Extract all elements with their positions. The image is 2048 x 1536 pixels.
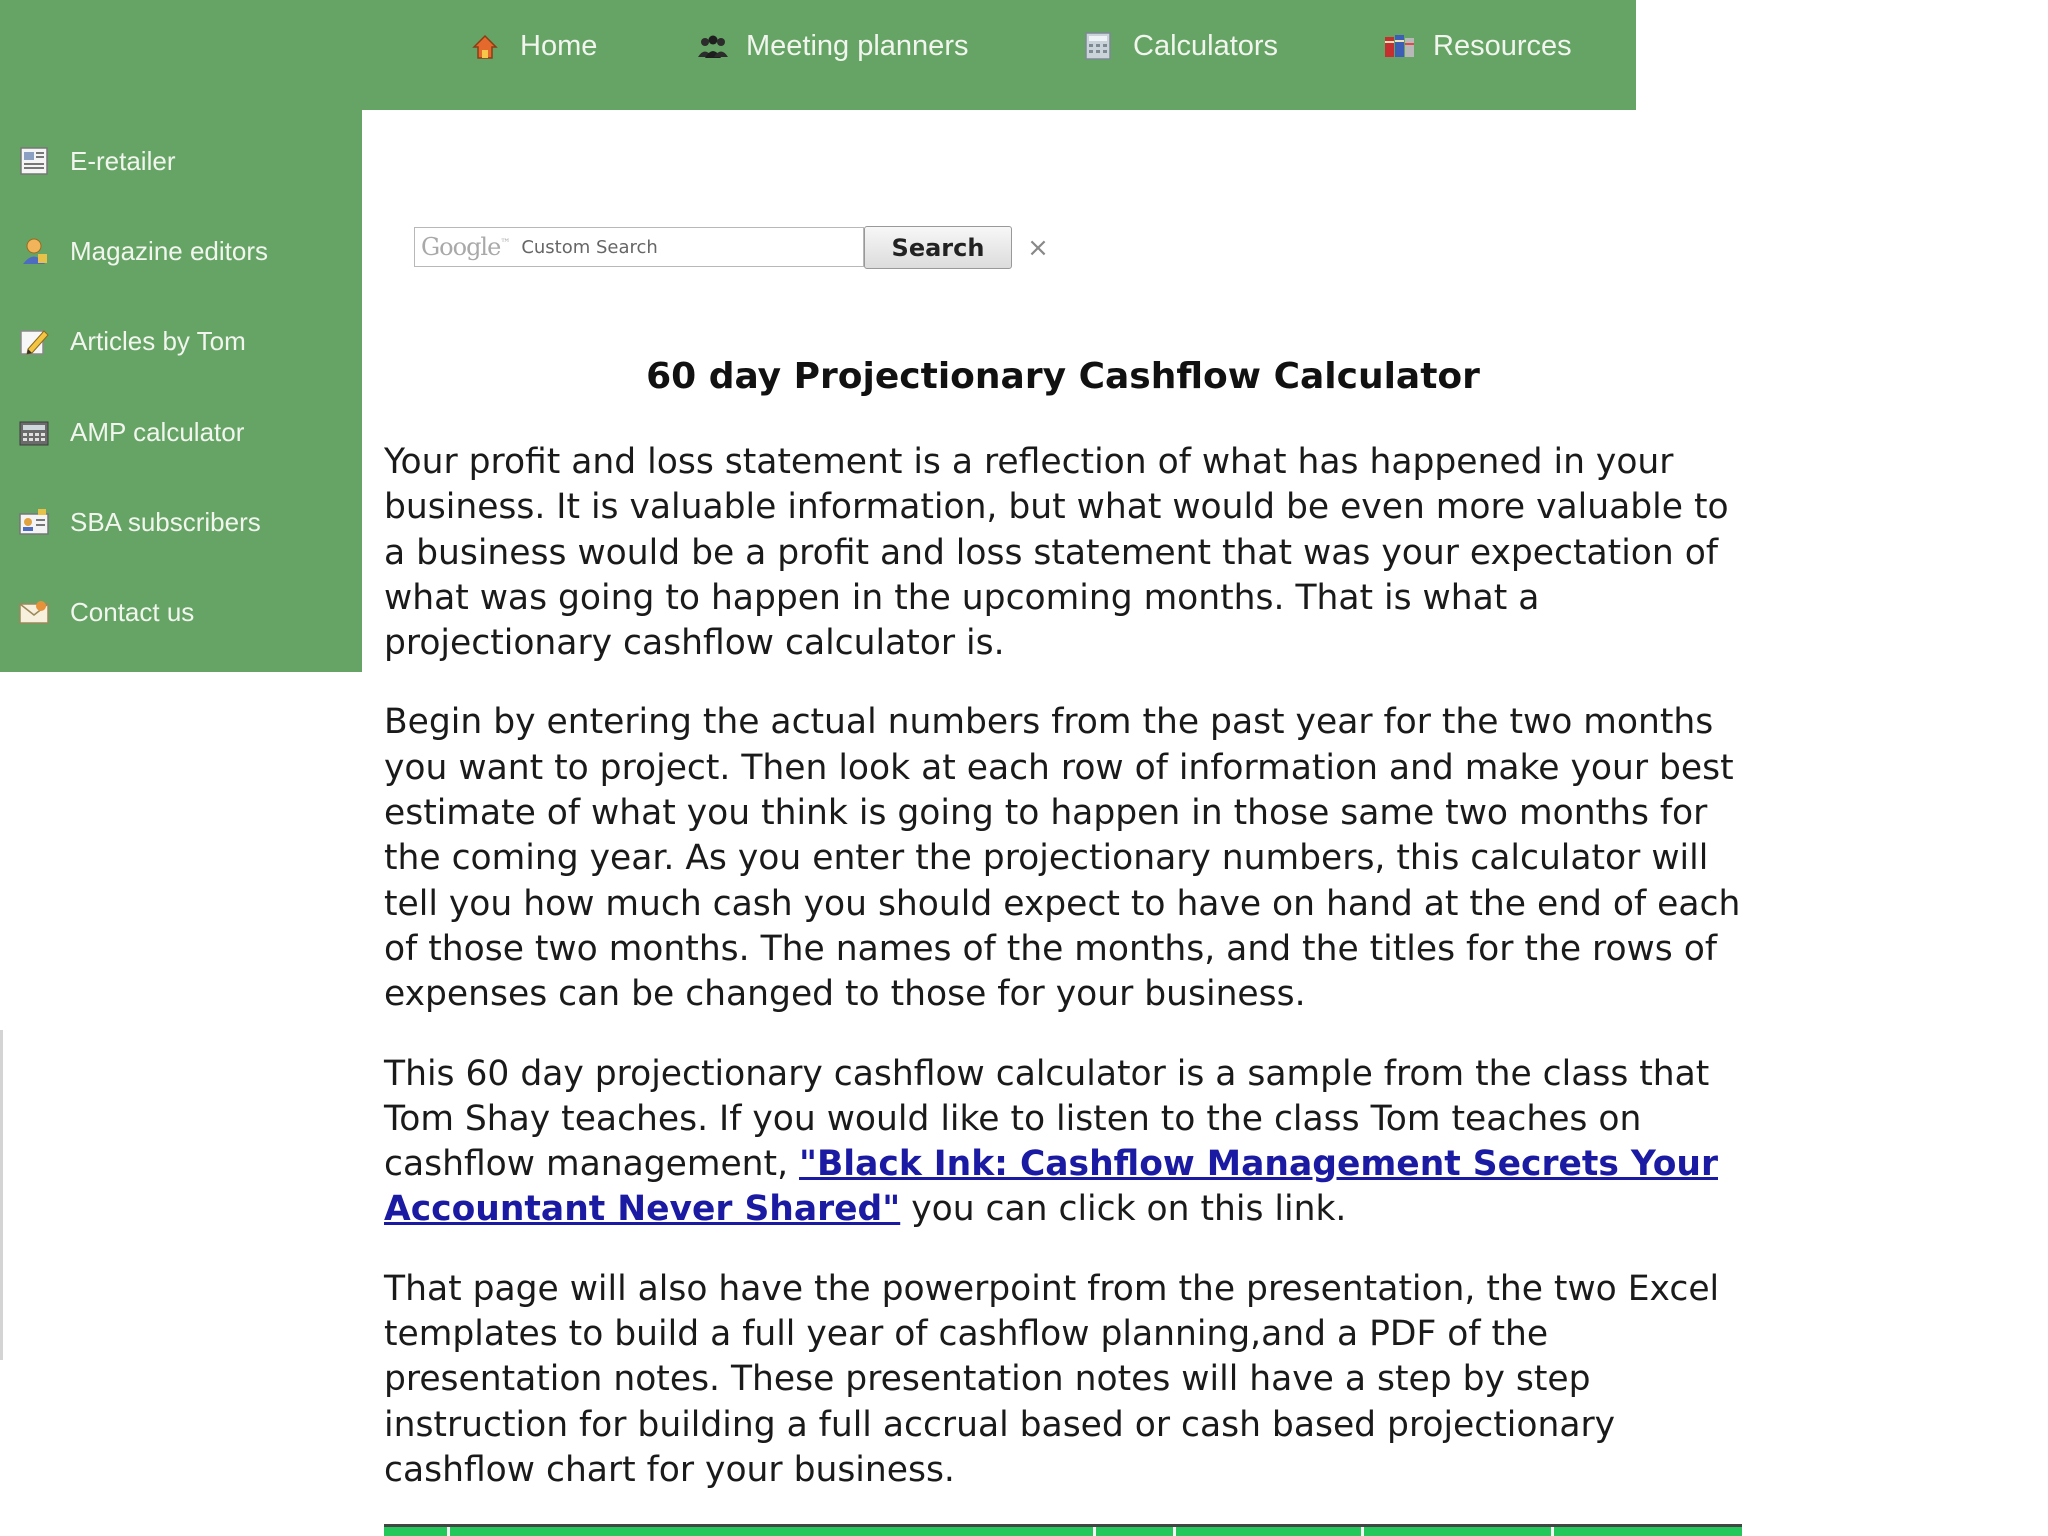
sidebar-item-label: E-retailer [70,145,176,176]
nav-calculators-label: Calculators [1133,29,1279,62]
sidebar-item-amp-calculator[interactable] [18,412,244,452]
black-ink-link[interactable]: "Black Ink: Cashflow Management Secrets Your Accountant Never Shared" [384,1144,1718,1230]
envelope-icon [18,596,50,628]
close-icon[interactable]: × [1027,233,1049,263]
paragraph-intro: Your profit and loss statement is a reflection of what has happened in your business. It is valuable information, but what would be even more valuable to a business would be a profit and loss statement that was your expectation of what was going to happen in the upcoming months. That is what a projectionary cashflow calculator is. [384,442,1729,664]
document-icon [18,145,50,177]
google-logo: Google™ [421,233,510,261]
paragraph-resources: That page will also have the powerpoint from the presentation, the two Excel templates to build a full year of cashflow planning,and a PDF of the presentation notes. These presentation notes will have a step by step instruction for building a full accrual based or cash based projectionary cashflow chart for your business. [384,1268,1720,1490]
table-header-cell [1096,1527,1176,1536]
pencil-icon [18,325,50,357]
search-button[interactable]: Search [864,226,1012,269]
top-navigation [0,0,1636,110]
people-icon [696,31,726,61]
table-header-cell [384,1527,450,1536]
table-header-cell [1364,1527,1554,1536]
sidebar-item-magazine-editors[interactable] [18,231,268,271]
table-header-cell [450,1527,1096,1536]
calculator-table-header [384,1524,1742,1536]
search-placeholder: Custom Search [521,236,658,258]
paragraph-class-text-end: you can click on this link. [900,1189,1347,1230]
sidebar-item-label: Contact us [70,596,195,627]
home-icon [470,31,500,61]
search-input[interactable] [414,227,864,267]
scroll-edge [0,1030,3,1360]
nav-home-label: Home [520,29,598,62]
sidebar-item-label: SBA subscribers [70,506,261,537]
paragraph-instructions: Begin by entering the actual numbers from the past year for the two months you want to project. Then look at each row of information and make your best estimate of what you think is going to happen in those same two months for the coming year. As you enter the projectionary numbers, this calculator will tell you how much cash you should expect to have on hand at the end of each of those two months. The names of the months, and the titles for the rows of expenses can be changed to those for your business. [384,702,1741,1015]
main-content [384,440,1756,1527]
sidebar-item-contact-us[interactable] [18,592,194,632]
nav-resources-label: Resources [1433,29,1572,62]
table-header-cell [1176,1527,1364,1536]
paragraph-class [384,1052,1756,1233]
sidebar-item-label: AMP calculator [70,416,245,447]
books-icon [1383,31,1413,61]
id-card-icon [18,506,50,538]
table-header-cell [1554,1527,1742,1536]
nav-meeting-planners-label: Meeting planners [746,29,969,62]
sidebar-item-sba-subscribers[interactable] [18,502,261,542]
sidebar-item-label: Articles by Tom [70,325,246,356]
page-title: 60 day Projectionary Cashflow Calculator [646,356,1480,397]
sidebar-item-articles-by-tom[interactable] [18,321,246,361]
nav-meeting-planners[interactable] [696,26,968,66]
calculator-icon [18,416,50,448]
nav-home[interactable] [470,26,597,66]
sidebar [0,110,362,672]
sidebar-item-label: Magazine editors [70,235,268,266]
user-icon [18,235,50,267]
nav-calculators[interactable] [1083,26,1278,66]
paragraph-class-text: This 60 day projectionary cashflow calculator is a sample from the class that Tom Shay teaches. If you would like to listen to the class Tom teaches on cashflow management, [384,1053,1710,1185]
sidebar-item-e-retailer[interactable] [18,141,175,181]
calculator-icon [1083,31,1113,61]
nav-resources[interactable] [1383,26,1572,66]
